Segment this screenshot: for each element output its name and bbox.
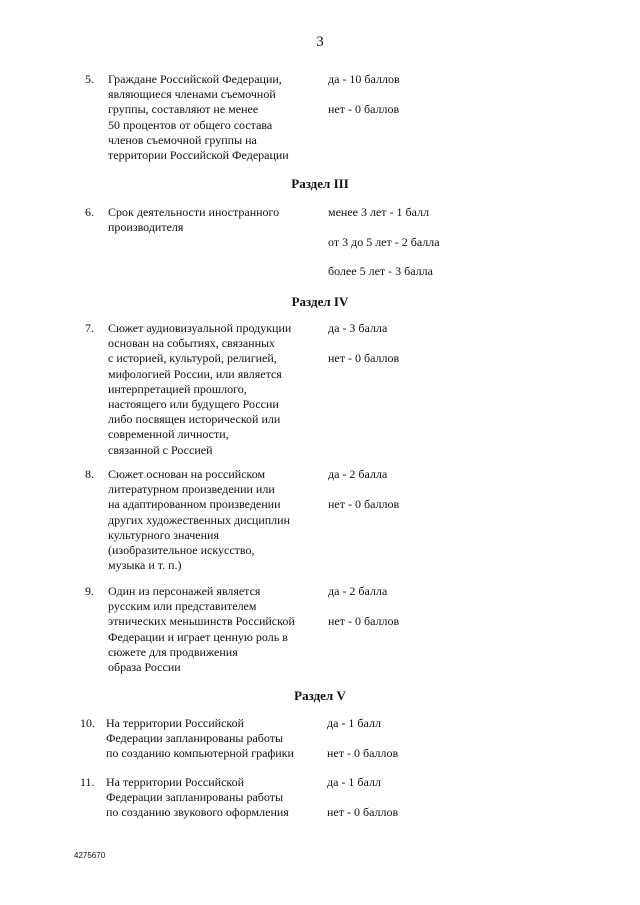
score-option: да - 2 балла — [328, 584, 388, 598]
item-line: культурного значения — [108, 527, 219, 542]
item-description — [106, 775, 316, 821]
score-option: да - 1 балл — [327, 716, 381, 730]
score-option: от 3 до 5 лет - 2 балла — [328, 235, 440, 249]
item-line: настоящего или будущего России — [108, 397, 279, 412]
item-line: Сюжет аудиовизуальной продукции — [108, 321, 292, 335]
item-line: музыка и т. п.) — [108, 558, 182, 573]
item-number: 9. — [85, 584, 94, 598]
item-description — [108, 72, 318, 163]
item-number: 7. — [85, 321, 94, 335]
item-line: основан на событиях, связанных — [108, 336, 276, 351]
section-title: Раздел IV — [291, 294, 349, 309]
item-line: связанной с Россией — [108, 442, 213, 457]
item-line: русским или представителем — [108, 599, 257, 614]
item-line: современной личности, — [108, 427, 229, 442]
score-option: нет - 0 баллов — [327, 805, 399, 819]
item-line: (изобразительное искусство, — [108, 543, 255, 558]
item-description — [106, 716, 316, 762]
item-description — [108, 205, 318, 235]
item-line: 50 процентов от общего состава — [108, 117, 273, 132]
item-line: литературном произведении или — [108, 482, 275, 497]
item-line: членов съемочной группы на — [108, 132, 257, 147]
item-line: интерпретацией прошлого, — [108, 381, 247, 396]
score-option: да - 10 баллов — [328, 72, 400, 86]
score-option: более 5 лет - 3 балла — [328, 264, 433, 278]
score-option: нет - 0 баллов — [328, 351, 400, 365]
document-code: 4275670 — [74, 851, 106, 860]
item-number: 8. — [85, 467, 94, 481]
item-number: 6. — [85, 205, 94, 219]
item-description — [108, 584, 318, 675]
item-line: На территории Российской — [106, 775, 245, 789]
item-line: образа России — [108, 660, 181, 675]
item-line: являющиеся членами съемочной — [108, 87, 276, 102]
score-option: нет - 0 баллов — [328, 102, 400, 116]
item-line: мифологией России, или является — [108, 366, 282, 381]
item-line: сюжете для продвижения — [108, 644, 238, 659]
item-number: 5. — [85, 72, 94, 86]
item-number: 11. — [80, 775, 95, 789]
score-option: нет - 0 баллов — [327, 746, 399, 760]
item-line: Срок деятельности иностранного — [108, 205, 280, 219]
score-option: менее 3 лет - 1 балл — [328, 205, 430, 219]
item-line: Граждане Российской Федерации, — [108, 72, 282, 86]
item-description — [108, 321, 318, 458]
item-line: по созданию компьютерной графики — [106, 746, 294, 761]
item-line: на адаптированном произведении — [108, 497, 281, 512]
score-option: нет - 0 баллов — [328, 614, 400, 628]
section-title: Раздел V — [294, 688, 346, 703]
section-title: Раздел III — [291, 176, 349, 191]
item-line: Федерации и играет ценную роль в — [108, 629, 288, 644]
item-line: территории Российской Федерации — [108, 148, 289, 163]
item-description — [108, 467, 318, 573]
score-option: нет - 0 баллов — [328, 497, 400, 511]
score-option: да - 2 балла — [328, 467, 388, 481]
item-line: Сюжет основан на российском — [108, 467, 266, 481]
item-number: 10. — [80, 716, 95, 730]
score-option: да - 3 балла — [328, 321, 388, 335]
item-line: группы, составляют не менее — [108, 102, 259, 117]
item-line: производителя — [108, 220, 184, 235]
item-line: с историей, культурой, религией, — [108, 351, 277, 366]
item-line: На территории Российской — [106, 716, 245, 730]
item-line: по созданию звукового оформления — [106, 805, 289, 820]
item-line: Федерации запланированы работы — [106, 731, 284, 746]
item-line: Один из персонажей является — [108, 584, 261, 598]
item-line: либо посвящен исторической или — [108, 412, 281, 427]
page-number: 3 — [316, 34, 324, 50]
item-line: этнических меньшинств Российской — [108, 614, 295, 629]
item-line: других художественных дисциплин — [108, 512, 290, 527]
item-line: Федерации запланированы работы — [106, 790, 284, 805]
score-option: да - 1 балл — [327, 775, 381, 789]
